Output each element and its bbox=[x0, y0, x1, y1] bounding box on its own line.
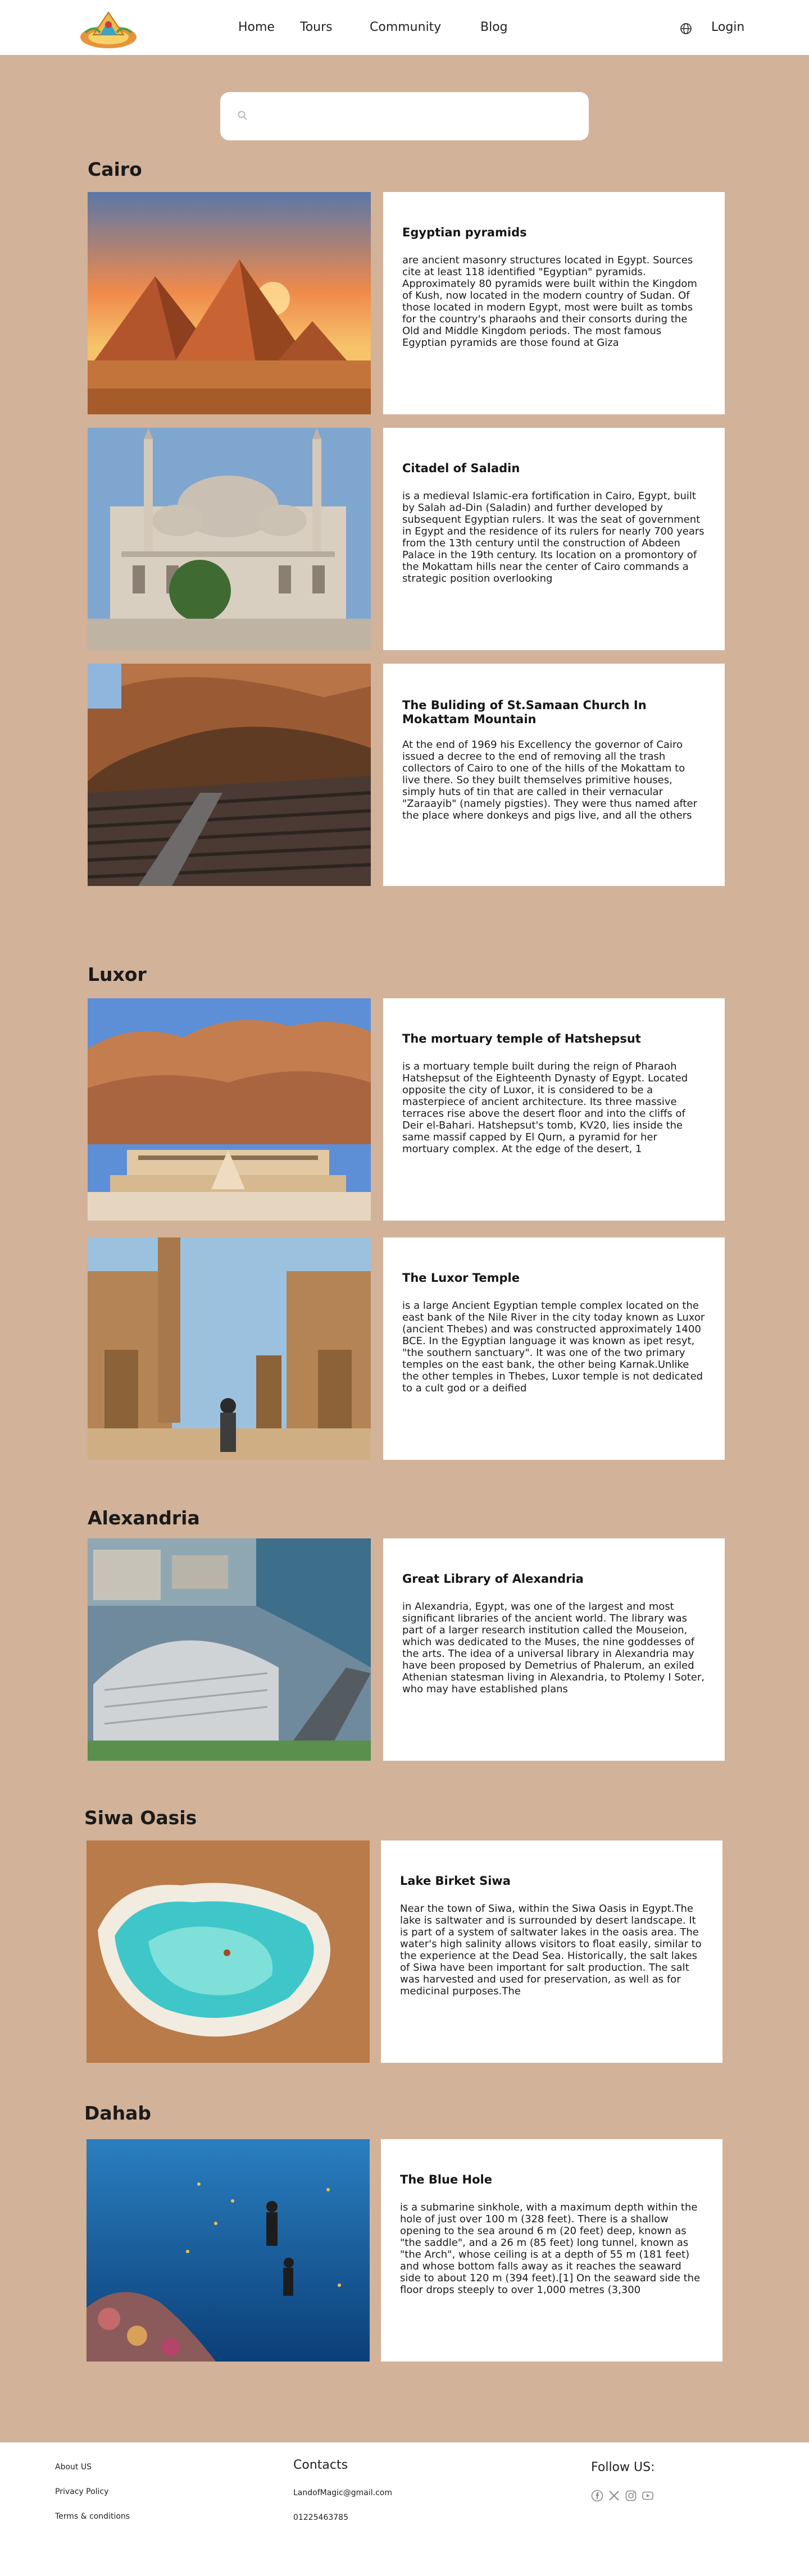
photo-citadel-of-saladin bbox=[88, 428, 371, 650]
search-icon bbox=[237, 110, 248, 121]
place-description: is a medieval Islamic-era fortification in Cairo, Egypt, built by Salah ad-Din (Saladin) and further developed by subsequent Egyptian rulers. It was the seat of government in Egypt and the residence of its rulers for nearly 700 years from the 13th century until the construction of Abdeen Palace in the 19th century. Its location on a promontory of the Mokattam hills near the center of Cairo commands a strategic position overlooking bbox=[402, 490, 705, 584]
photo-blue-hole bbox=[87, 2139, 370, 2362]
section-title-cairo: Cairo bbox=[88, 158, 142, 180]
logo[interactable] bbox=[78, 8, 139, 51]
footer-link-privacy-policy[interactable]: Privacy Policy bbox=[55, 2487, 109, 2496]
footer bbox=[0, 2442, 809, 2576]
nav-blog[interactable]: Blog bbox=[480, 20, 508, 34]
place-title: Great Library of Alexandria bbox=[402, 1572, 584, 1586]
photo-lake-birket-siwa bbox=[87, 1840, 370, 2063]
footer-link-about-us[interactable]: About US bbox=[55, 2463, 92, 2472]
facebook-icon[interactable] bbox=[591, 2490, 603, 2502]
photo-egyptian-pyramids bbox=[88, 192, 371, 414]
photo-hatshepsut-temple bbox=[88, 998, 371, 1221]
logo-emblem-icon bbox=[78, 8, 139, 51]
globe-icon[interactable] bbox=[680, 22, 692, 35]
place-card bbox=[383, 192, 725, 414]
place-card bbox=[381, 2139, 722, 2362]
place-card bbox=[383, 1237, 725, 1460]
place-title: The Buliding of St.Samaan Church In Mokattam Mountain bbox=[402, 698, 647, 726]
place-card bbox=[383, 428, 725, 650]
nav-home[interactable]: Home bbox=[238, 20, 275, 34]
photo-library-of-alexandria bbox=[88, 1538, 371, 1761]
footer-contacts-title: Contacts bbox=[293, 2458, 348, 2472]
place-title: The Blue Hole bbox=[400, 2173, 492, 2186]
search-bar[interactable] bbox=[220, 92, 589, 140]
search-input[interactable] bbox=[255, 103, 572, 130]
place-card bbox=[383, 1538, 725, 1761]
place-card bbox=[383, 664, 725, 886]
place-description: is a submarine sinkhole, with a maximum depth within the hole of just over 100 m (328 feet). There is a shallow opening to the sea around 6 m (20 feet) deep, known as "the saddle", and a 26 m (85 feet) long tunnel, known as "the Arch", whose ceiling is at a depth of 55 m (181 feet) and whose bottom falls away as it reaches the seaward side to about 120 m (394 feet).[1] On the seaward side the floor drops steeply to over 1,000 metres (3,300 bbox=[400, 2202, 701, 2296]
top-navbar bbox=[0, 0, 809, 55]
place-description: are ancient masonry structures located in Egypt. Sources cite at least 118 identified "Egyptian" pyramids. Approximately 80 pyramids were built within the Kingdom of Kush, now located in the modern country of Sudan. Of those located in modern Egypt, most were built as tombs for the country's pharaohs and their consorts during the Old and Middle Kingdom periods. The most famous Egyptian pyramids are those found at Giza bbox=[402, 254, 697, 349]
place-title: Lake Birket Siwa bbox=[400, 1874, 511, 1888]
place-card bbox=[383, 998, 725, 1221]
nav-tours[interactable]: Tours bbox=[300, 20, 333, 34]
place-title: Egyptian pyramids bbox=[402, 226, 527, 239]
place-description: At the end of 1969 his Excellency the governor of Cairo issued a decree to the end of removing all the trash collectors of Cairo to one of the hills of the Mokattam to live there. So they built themselves primitive houses, simply huts of tin that are called in their vernacular "Zaraayib" (namely pigsties). They were thus named after the place where donkeys and pigs live, and all the others bbox=[402, 739, 698, 821]
x-icon[interactable] bbox=[608, 2490, 620, 2502]
youtube-icon[interactable] bbox=[642, 2490, 654, 2502]
footer-phone: 01225463785 bbox=[293, 2513, 348, 2522]
place-card bbox=[381, 1840, 722, 2063]
login-link[interactable]: Login bbox=[711, 20, 745, 34]
photo-luxor-temple bbox=[88, 1237, 371, 1460]
place-description: is a large Ancient Egyptian temple complex located on the east bank of the Nile River in the city today known as Luxor (ancient Thebes) and was constructed approximately 1400 BCE. In the Egyptian language it was known as ipet resyt, "the southern sanctuary". It was one of the two primary temples on the east bank, the other being Karnak.Unlike the other temples in Thebes, Luxor temple is not dedicated to a cult god or a deified bbox=[402, 1300, 705, 1394]
footer-follow-title: Follow US: bbox=[591, 2460, 655, 2474]
place-title: The Luxor Temple bbox=[402, 1271, 520, 1285]
place-description: Near the town of Siwa, within the Siwa Oasis in Egypt.The lake is saltwater and is surrounded by desert landscape. It is part of a system of saltwater lakes in the oasis area. The water's high salinity allows visitors to float easily, similar to the experience at the Dead Sea. Historically, the salt lakes of Siwa have been important for salt production. The salt was harvested and used for preservation, as well as for medicinal purposes.The bbox=[400, 1903, 702, 1997]
section-title-luxor: Luxor bbox=[88, 963, 147, 985]
nav-community[interactable]: Community bbox=[370, 20, 442, 34]
photo-st-samaan-church bbox=[88, 664, 371, 886]
place-title: The mortuary temple of Hatshepsut bbox=[402, 1032, 641, 1045]
place-description: is a mortuary temple built during the reign of Pharaoh Hatshepsut of the Eighteenth Dynasty of Egypt. Located opposite the city of Luxor, it is considered to be a masterpiece of ancient architecture. Its three massive terraces rise above the desert floor and into the cliffs of Deir el-Bahari. Hatshepsut's tomb, KV20, lies inside the same massif capped by El Qurn, a pyramid for her mortuary complex. At the edge of the desert, 1 bbox=[402, 1061, 688, 1155]
footer-link-terms[interactable]: Terms & conditions bbox=[55, 2512, 130, 2521]
instagram-icon[interactable] bbox=[625, 2490, 637, 2502]
footer-email[interactable]: LandofMagic@gmail.com bbox=[293, 2488, 392, 2497]
section-title-alexandria: Alexandria bbox=[88, 1507, 200, 1529]
section-title-dahab: Dahab bbox=[84, 2102, 152, 2124]
section-title-siwa-oasis: Siwa Oasis bbox=[84, 1807, 197, 1829]
place-title: Citadel of Saladin bbox=[402, 462, 520, 475]
place-description: in Alexandria, Egypt, was one of the largest and most significant libraries of the ancient world. The library was part of a larger research institution called the Mouseion, which was dedicated to the Muses, the nine goddesses of the arts. The idea of a universal library in Alexandria may have been proposed by Demetrius of Phalerum, an exiled Athenian statesman living in Alexandria, to Ptolemy I Soter, who may have established plans bbox=[402, 1601, 705, 1695]
